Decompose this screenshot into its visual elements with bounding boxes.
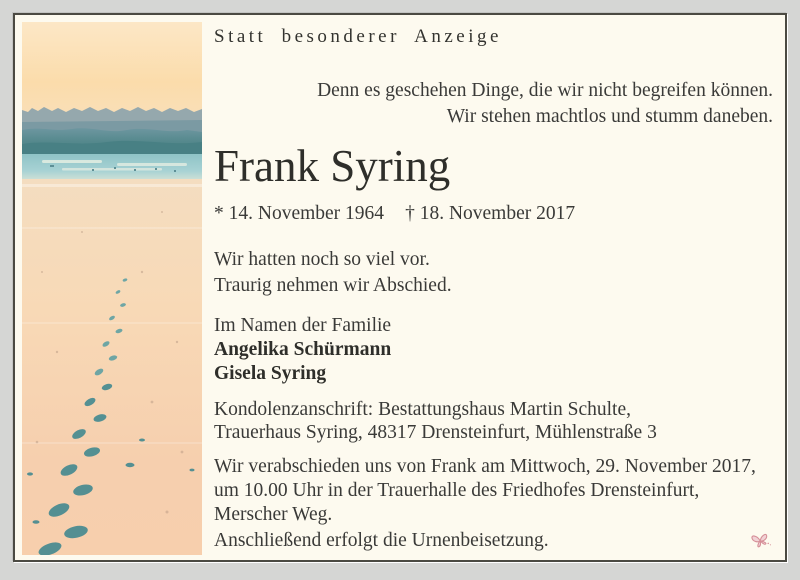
beach-sunset-photo — [22, 22, 202, 555]
farewell-text — [214, 247, 452, 299]
death-date: † 18. November 2017 — [405, 203, 576, 224]
family-block — [214, 314, 391, 386]
burial-info: Anschließend erfolgt die Urnenbeisetzung. — [214, 530, 549, 551]
family-intro: Im Namen der Familie — [214, 315, 392, 336]
header-line: Statt besonderer Anzeige — [214, 26, 502, 47]
birth-date: * 14. November 1964 — [214, 203, 385, 224]
family-member: Gisela Syring — [214, 363, 327, 384]
service-line-3: Merscher Weg. — [214, 504, 333, 525]
quote-line-2: Wir stehen machtlos und stumm daneben. — [446, 106, 773, 127]
quote-line-1: Denn es geschehen Dinge, die wir nicht begreifen können. — [317, 80, 773, 101]
service-line-1: Wir verabschieden uns von Frank am Mittwoch, 29. November 2017, — [214, 456, 756, 477]
notice-card — [13, 13, 787, 562]
service-info — [214, 455, 756, 527]
farewell-line-1: Wir hatten noch so viel vor. — [214, 249, 430, 270]
butterfly-icon — [747, 526, 774, 554]
family-member: Angelika Schürmann — [214, 339, 392, 360]
quote — [317, 78, 773, 130]
farewell-line-2: Traurig nehmen wir Abschied. — [214, 275, 452, 296]
condolence-line-1: Kondolenzanschrift: Bestattungshaus Martin Schulte, — [214, 399, 632, 420]
life-dates — [214, 203, 575, 225]
condolence-line-2: Trauerhaus Syring, 48317 Drensteinfurt, Mühlenstraße 3 — [214, 422, 657, 443]
deceased-name: Frank Syring — [214, 141, 451, 191]
service-line-2: um 10.00 Uhr in der Trauerhalle des Friedhofes Drensteinfurt, — [214, 480, 700, 501]
condolence-address — [214, 398, 657, 444]
